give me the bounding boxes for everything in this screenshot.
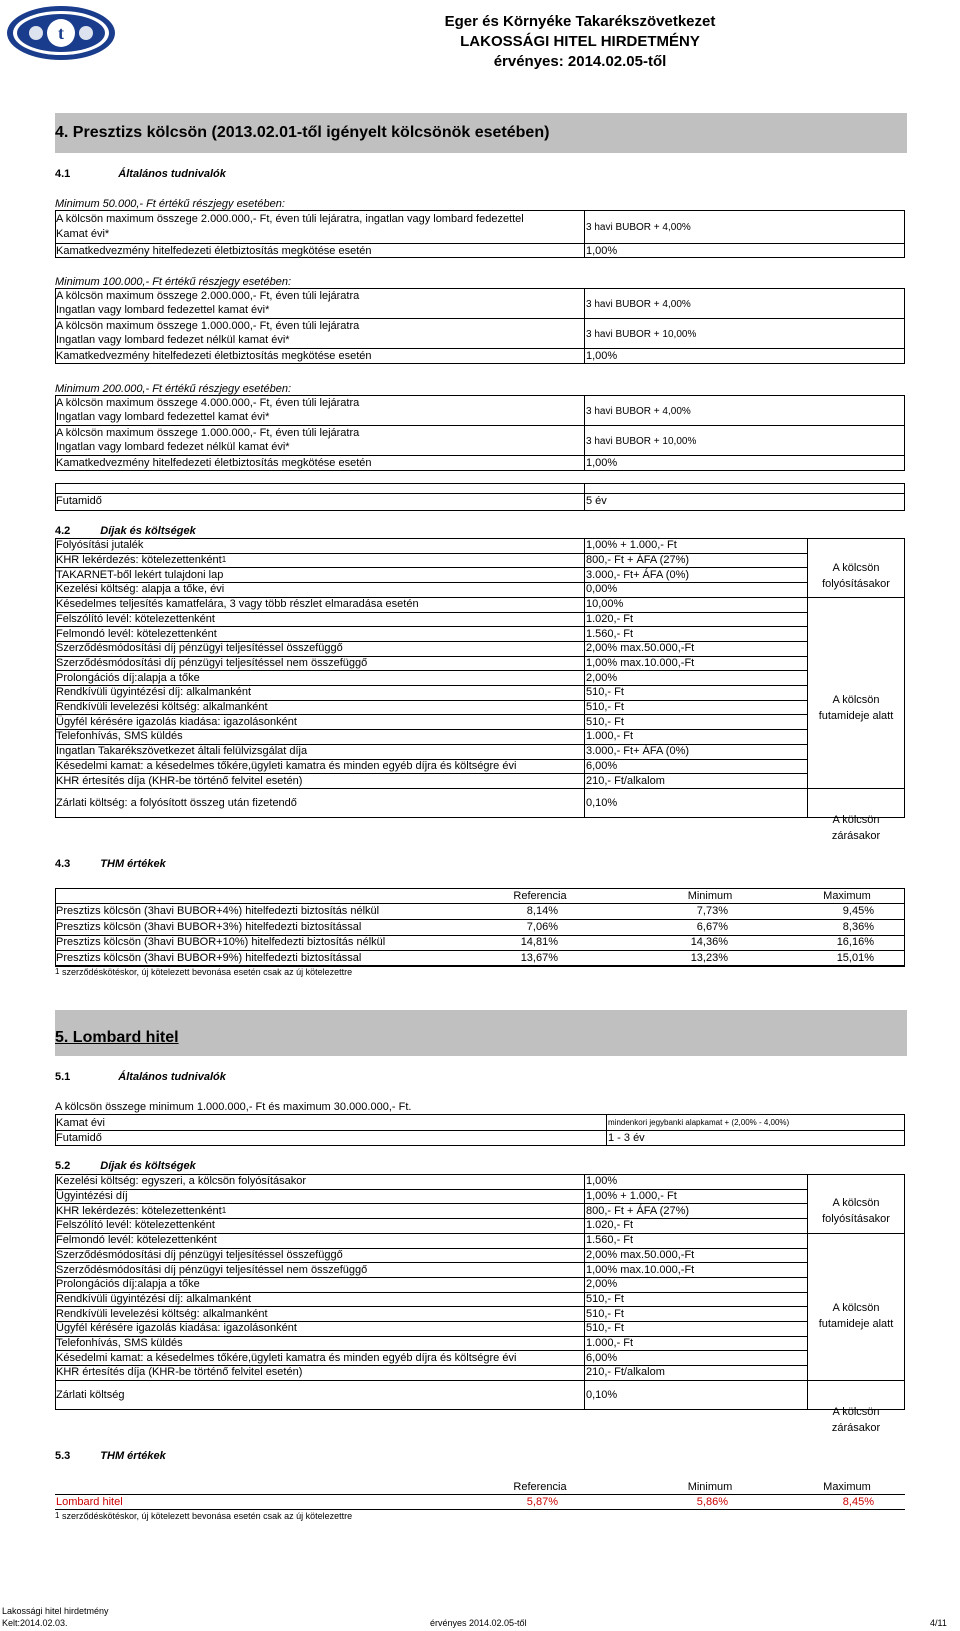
row-divider (55, 1189, 807, 1190)
footer-doc-name: Lakossági hitel hirdetmény (2, 1606, 109, 1616)
fee-label-text: Zárlati költség (56, 1388, 125, 1401)
fee-label (56, 1248, 343, 1262)
fee-label-text: Ügyfél kérésére igazolás kiadása: igazolásonként (56, 715, 297, 728)
fee-label (56, 1292, 251, 1306)
fee-label (56, 1233, 217, 1247)
fee-value: 1.000,- Ft (586, 1337, 634, 1350)
fee-value: 1.020,- Ft (586, 612, 634, 625)
thm5-head-min: Minimum (687, 1481, 733, 1493)
thm4-head-min: Minimum (687, 890, 733, 902)
fee-label (56, 774, 302, 788)
footnote-5: 1 szerződéskötéskor, új kötelezett bevonása esetén csak az új kötelezettre (55, 1511, 353, 1521)
g1-line1: A kölcsön maximum összege 2.000.000,- Ft, éven túli lejáratra, ingatlan vagy lombard fedezettel (56, 213, 524, 225)
fee-label-text: Rendkívüli levelezési költség: alkalmanként (56, 701, 268, 714)
fees5-when-c2: zárásakor (831, 1422, 881, 1434)
fee-label (56, 627, 217, 641)
fee-value: 510,- Ft (586, 686, 624, 699)
fee-label-text: Szerződésmódosítási díj pénzügyi teljesítéssel összefüggő (56, 642, 343, 655)
thm5-head-ref: Referencia (513, 1481, 567, 1493)
section-4-1-heading: 4.1 Általános tudnivalók (55, 168, 226, 180)
fees5-when-b1: A kölcsön (832, 1302, 880, 1314)
fee-label (56, 1388, 124, 1402)
g1-rate: 3 havi BUBOR + 4,00% (586, 222, 691, 233)
footer-date: Kelt:2014.02.03. (2, 1618, 68, 1628)
thm4-head-ref: Referencia (513, 890, 567, 902)
fee-label (56, 671, 200, 685)
fees4-when-a1: A kölcsön (832, 562, 880, 574)
lombard-futamido-value: 1 - 3 év (608, 1132, 645, 1144)
g1-line2: Kamat évi* (56, 228, 110, 240)
g1-heading: Minimum 50.000,- Ft értékű részjegy esetében: (55, 198, 285, 210)
fee-value: 1,00% + 1.000,- Ft (586, 1190, 677, 1203)
fee-value: 6,00% (586, 1351, 618, 1364)
fee-label (56, 715, 297, 729)
fees5-when-a2: folyósításakor (822, 1213, 890, 1225)
fee-label-text: Kezelési költség: egyszeri, a kölcsön folyósításakor (56, 1175, 307, 1188)
table-bottom (55, 1409, 905, 1410)
section-4-2-heading: 4.2 Díjak és költségek (55, 525, 196, 537)
g1-discount: 1,00% (586, 245, 618, 257)
table-left (55, 538, 56, 817)
fee-value: 1.020,- Ft (586, 1219, 634, 1232)
fee-label-text: Szerződésmódosítási díj pénzügyi teljesítéssel nem összefüggő (56, 656, 368, 669)
when-divider (807, 788, 905, 789)
fee-label (56, 641, 343, 655)
g3-line4: Ingatlan vagy lombard fedezet nélkül kamat évi* (56, 441, 290, 453)
g3-heading: Minimum 200.000,- Ft értékű részjegy esetében: (55, 383, 292, 395)
section-4-3-heading: 4.3 THM értékek (55, 858, 166, 870)
fee-value: 1.000,- Ft (586, 730, 634, 743)
fee-value: 510,- Ft (586, 1307, 624, 1320)
g2-rate2: 3 havi BUBOR + 10,00% (586, 329, 697, 340)
fee-value: 6,00% (586, 759, 618, 772)
g2-discount: 1,00% (586, 350, 618, 362)
row-divider (55, 788, 807, 789)
fee-label (56, 1277, 200, 1291)
thm4-max: 15,01% (836, 951, 874, 964)
thm4-max: 16,16% (836, 936, 874, 948)
fee-label (56, 796, 297, 810)
fee-value: 1.560,- Ft (586, 627, 634, 640)
fee-label (56, 597, 419, 611)
thm4-label: Presztizs kölcsön (3havi BUBOR+4%) hitelfedezti biztosítás nélkül (56, 905, 380, 917)
when-divider (807, 1233, 905, 1234)
thm4-ref: 7,06% (526, 920, 558, 933)
g2-line2: Ingatlan vagy lombard fedezettel kamat évi* (56, 304, 270, 316)
fee-label-text: Felszólító levél: kötelezettenként (56, 1219, 215, 1232)
fee-label-text: Rendkívüli levelezési költség: alkalmanként (56, 1307, 268, 1320)
fee-label-text: Ügyfél kérésére igazolás kiadása: igazolásonként (56, 1322, 297, 1335)
thm4-min: 6,67% (696, 920, 728, 933)
fee-label-text: KHR lekérdezés: kötelezettenként (56, 1204, 222, 1217)
thm5-head-max: Maximum (823, 1481, 871, 1493)
thm4-min: 7,73% (696, 905, 728, 917)
org-name: Eger és Környéke Takarékszövetkezet (444, 13, 716, 30)
g2-line4: Ingatlan vagy lombard fedezet nélkül kamat évi* (56, 334, 290, 346)
fee-label-text: Késedelmi kamat: a késedelmes tőkére,ügyleti kamatra és minden egyéb díjra és költségre évi (56, 759, 517, 772)
fee-value: 510,- Ft (586, 1292, 624, 1305)
fee-label-text: Prolongációs díj:alapja a tőke (56, 1278, 200, 1291)
fees5-when-a1: A kölcsön (832, 1197, 880, 1209)
fee-label-text: Szerződésmódosítási díj pénzügyi teljesítéssel összefüggő (56, 1248, 343, 1261)
logo-emblem-icon (6, 5, 116, 61)
fee-label (56, 1218, 215, 1232)
fee-label (56, 612, 215, 626)
fee-label-text: Szerződésmódosítási díj pénzügyi teljesítéssel nem összefüggő (56, 1263, 368, 1276)
fee-label (56, 1321, 297, 1335)
fee-label (56, 1307, 268, 1321)
fee-label-text: KHR lekérdezés: kötelezettenként (56, 554, 222, 567)
page-header (0, 0, 960, 76)
fee-label (56, 553, 226, 567)
fee-value: 510,- Ft (586, 1322, 624, 1335)
fees5-when-c1: A kölcsön (832, 1406, 880, 1418)
fee-label (56, 1336, 183, 1350)
g3-line3: A kölcsön maximum összege 1.000.000,- Ft, éven túli lejáratra (56, 427, 360, 439)
g3-rate2: 3 havi BUBOR + 10,00% (586, 436, 697, 447)
fee-label-text: Rendkívüli ügyintézési díj: alkalmanként (56, 1292, 252, 1305)
section-5-title: 5. Lombard hitel (55, 1010, 907, 1056)
fee-label (56, 656, 367, 670)
col-divider (584, 1174, 585, 1409)
table-right (904, 538, 905, 817)
table-right (904, 1174, 905, 1409)
fee-value: 1,00% max.10.000,-Ft (586, 1263, 695, 1276)
row-divider (55, 1380, 807, 1381)
fees4-when-a2: folyósításakor (822, 578, 890, 590)
fee-value: 2,00% (586, 671, 618, 684)
fee-label (56, 685, 251, 699)
fee-label-text: Késedelmes teljesítés kamatfelára, 3 vagy több részlet elmaradása esetén (56, 598, 419, 611)
fee-value: 0,10% (586, 1388, 618, 1401)
fee-label (56, 759, 516, 773)
document-title: LAKOSSÁGI HITEL HIRDETMÉNY (460, 33, 700, 50)
fee-label-text: KHR értesítés díja (KHR-be történő felvitel esetén) (56, 1366, 303, 1379)
table-top (55, 538, 905, 539)
thm4-max: 9,45% (842, 905, 874, 917)
fee-value: 510,- Ft (586, 701, 624, 714)
fee-value: 800,- Ft + ÁFA (27%) (586, 554, 690, 567)
thm4-label: Presztizs kölcsön (3havi BUBOR+3%) hitelfedezti biztosítással (56, 920, 362, 933)
fee-value: 1.560,- Ft (586, 1234, 634, 1247)
thm4-max: 8,36% (842, 920, 874, 933)
footer-page: 4/11 (930, 1618, 947, 1628)
fee-label (56, 1351, 516, 1365)
when-divider (807, 597, 905, 598)
lombard-kamat-value: mindenkori jegybanki alapkamat + (2,00% - 4,00%) (608, 1118, 790, 1127)
fee-label (56, 1204, 226, 1218)
fee-label (56, 538, 143, 552)
fee-label-text: TAKARNET-ből lekért tulajdoni lap (56, 568, 224, 581)
thm5-max: 8,45% (842, 1496, 874, 1508)
fee-label (56, 1174, 306, 1188)
fee-label-text: Ügyintézési díj (56, 1190, 128, 1203)
fee-label-text: Ingatlan Takarékszövetkezet általi felülvizsgálat díja (56, 745, 308, 758)
svg-text:t: t (58, 23, 64, 43)
section-4-title: 4. Presztizs kölcsön (2013.02.01-től igényelt kölcsönök esetében) (55, 113, 907, 153)
fee-value: 210,- Ft/alkalom (586, 774, 665, 787)
footnote-mark: 1 (221, 555, 227, 565)
fee-label-text: Prolongációs díj:alapja a tőke (56, 671, 200, 684)
fee-value: 3.000,- Ft+ ÁFA (0%) (586, 568, 690, 581)
thm4-min: 13,23% (690, 951, 728, 964)
fee-value: 3.000,- Ft+ ÁFA (0%) (586, 745, 690, 758)
section-5-2-heading: 5.2 Díjak és költségek (55, 1160, 196, 1172)
footnote-4: 1 szerződéskötéskor, új kötelezett bevonása esetén csak az új kötelezettre (55, 967, 353, 977)
table-top (55, 1174, 905, 1175)
g2-line1: A kölcsön maximum összege 2.000.000,- Ft, éven túli lejáratra (56, 290, 360, 302)
fee-label-text: Rendkívüli ügyintézési díj: alkalmanként (56, 686, 252, 699)
fee-label-text: Zárlati költség: a folyósított összeg után fizetendő (56, 796, 297, 809)
thm5-min: 5,86% (696, 1496, 728, 1508)
fee-label (56, 1365, 302, 1379)
section-5-3-heading: 5.3 THM értékek (55, 1450, 166, 1462)
g2-line5: Kamatkedvezmény hitelfedezeti életbiztosítás megkötése esetén (56, 350, 372, 362)
fee-value: 2,00% max.50.000,-Ft (586, 642, 695, 655)
fee-label-text: Folyósítási jutalék (56, 539, 144, 552)
fee-label (56, 729, 183, 743)
thm4-min: 14,36% (690, 936, 728, 948)
fee-value: 1,00% + 1.000,- Ft (586, 539, 677, 552)
fee-value: 1,00% (586, 1175, 618, 1188)
fee-label-text: Késedelmi kamat: a késedelmes tőkére,ügyleti kamatra és minden egyéb díjra és költségre évi (56, 1351, 517, 1364)
fees4-when-b2: futamideje alatt (818, 710, 894, 722)
fee-label (56, 582, 224, 596)
fee-label-text: KHR értesítés díja (KHR-be történő felvitel esetén) (56, 774, 303, 787)
g2-rate1: 3 havi BUBOR + 4,00% (586, 299, 691, 310)
fee-value: 0,10% (586, 796, 618, 809)
fee-value: 510,- Ft (586, 715, 624, 728)
fee-label-text: Felszólító levél: kötelezettenként (56, 612, 215, 625)
fee-value: 1,00% max.10.000,-Ft (586, 656, 695, 669)
fee-label-text: Kezelési költség: alapja a tőke, évi (56, 583, 225, 596)
footnote-mark: 1 (221, 1205, 227, 1215)
thm4-label: Presztizs kölcsön (3havi BUBOR+9%) hitelfedezti biztosítással (56, 951, 362, 964)
fee-label (56, 1189, 128, 1203)
g1-line3: Kamatkedvezmény hitelfedezeti életbiztosítás megkötése esetén (56, 245, 372, 257)
fee-label (56, 744, 307, 758)
thm5-label: Lombard hitel (56, 1496, 123, 1508)
g2-line3: A kölcsön maximum összege 1.000.000,- Ft, éven túli lejáratra (56, 320, 360, 332)
fee-value: 210,- Ft/alkalom (586, 1366, 665, 1379)
fees4-when-b1: A kölcsön (832, 694, 880, 706)
fee-label (56, 568, 223, 582)
thm4-label: Presztizs kölcsön (3havi BUBOR+10%) hitelfedezti biztosítás nélkül (56, 936, 386, 948)
thm4-ref: 13,67% (520, 951, 558, 964)
g3-discount: 1,00% (586, 457, 618, 469)
fee-value: 800,- Ft + ÁFA (27%) (586, 1204, 690, 1217)
when-divider (807, 1380, 905, 1381)
table-left (55, 1174, 56, 1409)
futamido-spacer (55, 483, 905, 493)
fee-label-text: Telefonhívás, SMS küldés (56, 1337, 183, 1350)
thm4-head-max: Maximum (823, 890, 871, 902)
valid-from: érvényes: 2014.02.05-től (493, 53, 667, 70)
fee-label-text: Felmondó levél: kötelezettenként (56, 627, 217, 640)
g3-line2: Ingatlan vagy lombard fedezettel kamat évi* (56, 411, 270, 423)
thm4-ref: 14,81% (520, 936, 558, 948)
fee-value: 0,00% (586, 583, 618, 596)
futamido-label: Futamidő (56, 495, 102, 507)
fee-label (56, 1263, 367, 1277)
fees4-when-c1: A kölcsön (832, 814, 880, 826)
footer-valid: érvényes 2014.02.05-től (430, 1618, 527, 1628)
lombard-amount: A kölcsön összege minimum 1.000.000,- Ft és maximum 30.000.000,- Ft. (55, 1101, 412, 1113)
futamido-value: 5 év (586, 495, 607, 507)
g3-line1: A kölcsön maximum összege 4.000.000,- Ft, éven túli lejáratra (56, 397, 360, 409)
fees4-when-c2: zárásakor (831, 830, 881, 842)
fee-label (56, 700, 268, 714)
col-divider (584, 538, 585, 817)
thm5-ref: 5,87% (526, 1496, 558, 1508)
fee-value: 2,00% max.50.000,-Ft (586, 1248, 695, 1261)
fees5-when-b2: futamideje alatt (818, 1318, 894, 1330)
g2-heading: Minimum 100.000,- Ft értékű részjegy esetében: (55, 276, 292, 288)
logo (6, 5, 116, 61)
fee-label-text: Telefonhívás, SMS küldés (56, 730, 183, 743)
g3-line5: Kamatkedvezmény hitelfedezeti életbiztosítás megkötése esetén (56, 457, 372, 469)
thm4-ref: 8,14% (526, 905, 558, 917)
lombard-kamat-label: Kamat évi (56, 1117, 105, 1129)
table-bottom (55, 817, 905, 818)
fee-label-text: Felmondó levél: kötelezettenként (56, 1234, 217, 1247)
section-5-1-heading: 5.1 Általános tudnivalók (55, 1071, 226, 1083)
lombard-futamido-label: Futamidő (56, 1132, 102, 1144)
fee-value: 10,00% (586, 598, 624, 611)
fee-value: 2,00% (586, 1278, 618, 1291)
g3-rate1: 3 havi BUBOR + 4,00% (586, 406, 691, 417)
